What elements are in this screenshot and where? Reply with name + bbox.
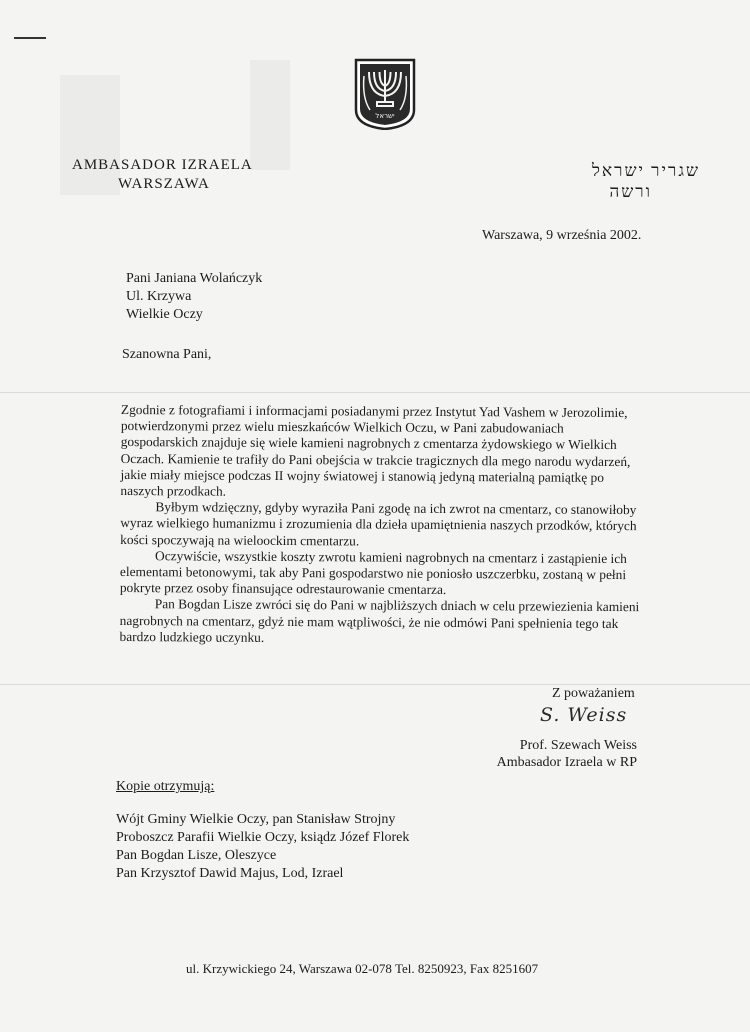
letterhead-hebrew-line1: שגריר ישראל <box>591 161 700 180</box>
recipient-street: Ul. Krzywa <box>126 289 192 304</box>
body-paragraph: Zgodnie z fotografiami i informacjami posiadanymi przez Instytut Yad Vashem w Jerozolimie, potwierdzonymi przez wielu mieszkańców Wielkich Oczu, w Pani zabudowaniach gospodarskich znajduje się wiele kamieni nagrobnych z cmentarza żydowskiego w Wielkich Oczach. Kamienie te trafiły do Pani obejścia w trakcie tragicznych dla mego narodu wydarzeń, jakie miały miejsce podczas II wojny światowej i stanowią jedyną materialną pamiątkę po naszych przodkach. <box>120 402 631 499</box>
footer-address: ul. Krzywickiego 24, Warszawa 02-078 Tel. 8250923, Fax 8251607 <box>186 961 539 976</box>
letterhead-title <box>72 156 253 194</box>
letterhead-title-line1: AMBASADOR IZRAELA <box>72 157 253 173</box>
signer-block <box>492 737 637 771</box>
scan-edge-mark <box>14 37 46 39</box>
closing: Z poważaniem <box>552 686 635 701</box>
emblem-text: ישראל <box>375 112 395 120</box>
signer-name: Prof. Szewach Weiss <box>519 738 637 753</box>
menorah-emblem-icon <box>352 58 418 130</box>
fold-line <box>0 684 750 685</box>
recipient-town: Wielkie Oczy <box>126 307 203 322</box>
letterhead-hebrew <box>562 160 700 202</box>
salutation: Szanowna Pani, <box>122 347 212 362</box>
recipient-address <box>126 270 262 324</box>
list-item: Wójt Gminy Wielkie Oczy, pan Stanisław Strojny <box>116 812 396 827</box>
body-paragraph: Pan Bogdan Lisze zwróci się do Pani w najbliższych dniach w celu przewiezienia kamieni nagrobnych na cmentarz, gdyż nie mam wątpliwości, że nie odmówi Pani spełnienia tego tak bardzo ludzkiego uczynku. <box>119 596 640 645</box>
show-through-smudge <box>250 60 290 170</box>
fold-line <box>0 392 750 393</box>
list-item: Pan Krzysztof Dawid Majus, Lod, Izrael <box>116 866 344 881</box>
list-item: Pan Bogdan Lisze, Oleszyce <box>116 848 277 863</box>
letter-date: Warszawa, 9 września 2002. <box>482 228 642 243</box>
recipient-name: Pani Janiana Wolańczyk <box>126 271 263 286</box>
letter-body <box>120 402 641 648</box>
body-paragraph: Oczywiście, wszystkie koszty zwrotu kamieni nagrobnych na cmentarz i zastąpienie ich elementami betonowymi, tak aby Pani gospodarstwo nie poniosło uszczerbku, zostaną w pełni pokryte przez osoby finansujące odrestaurowanie cmentarza. <box>119 548 627 598</box>
signer-title: Ambasador Izraela w RP <box>496 755 637 770</box>
body-paragraph: Byłbym wdzięczny, gdyby wyraziła Pani zgodę na ich zwrot na cmentarz, co stanowiłoby wyraz wielkiego humanizmu i zrozumienia dla dzieła upamiętnienia naszych przodków, których kości spoczywają na wieloockim cmentarzu. <box>120 499 637 549</box>
handwritten-signature: S. Weiss <box>540 704 628 726</box>
letterhead-title-line2: WARSZAWA <box>118 176 210 192</box>
letterhead-hebrew-line2: ורשה <box>609 182 652 201</box>
list-item: Proboszcz Parafii Wielkie Oczy, ksiądz Józef Florek <box>116 830 410 845</box>
copies-heading: Kopie otrzymują: <box>116 779 215 794</box>
copies-list <box>116 811 409 883</box>
